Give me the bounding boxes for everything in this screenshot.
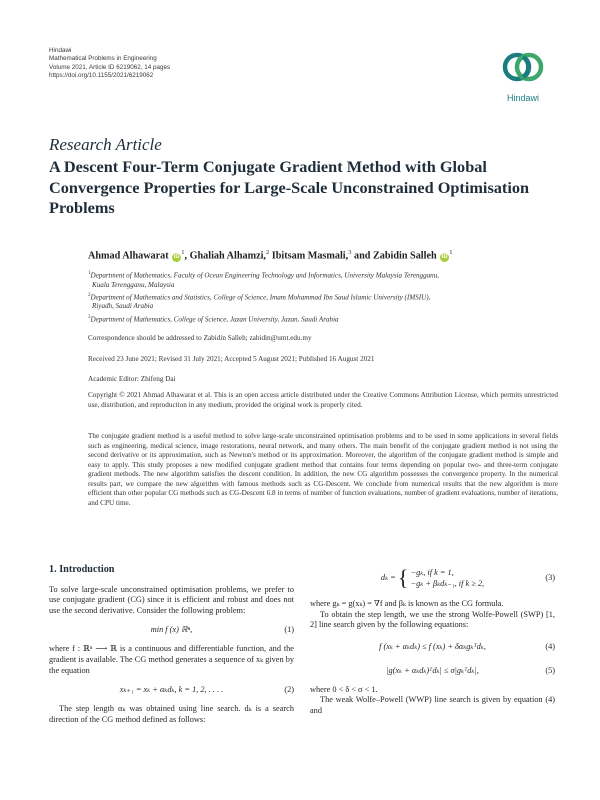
affil-line: Kuala Terengganu, Malaysia [92, 280, 175, 289]
paragraph: The step length αₖ was obtained using line search. dₖ is a search direction of the CG method defined as follows: [49, 704, 294, 724]
equation-number: (1) [284, 625, 294, 635]
paragraph: where f : ℝⁿ ⟶ ℝ is a continuous and differentiable function, and the gradient is available. The CG method generates a sequence of xₖ given by the equation [49, 644, 295, 675]
equation-1 [49, 620, 294, 640]
author-list: Ahmad Alhawarat $iD^1$, Ghaliah Alhamzi,$^2$ Ibitsam Masmali,$^3$ and Zabidin Salleh $iD^1$ [88, 249, 453, 262]
paragraph: where gₖ = g(xₖ) = ∇f and βₖ is known as the CG formula. [310, 599, 504, 608]
publisher-name: Hindawi [49, 47, 72, 54]
equation-cases [411, 567, 485, 589]
affil-line: Riyadh, Saudi Arabia [92, 302, 154, 311]
copyright-notice: Copyright © 2021 Ahmad Alhawarat et al. This is an open access article distributed under the Creative Commons Attribution License, which permits unrestricted use, distribution, and reproduction in any medium, provided the original work is properly cited. [88, 391, 558, 409]
doi-link[interactable]: https://doi.org/10.1155/2021/6219062 [49, 72, 154, 80]
equation-number: (4) [545, 641, 555, 651]
body-column-right [310, 565, 555, 717]
orcid-icon[interactable]: iD [173, 254, 180, 261]
author-name: Ghaliah Alhamzi, [189, 250, 266, 262]
author-affil-sup: 2 [265, 249, 270, 256]
academic-editor: Academic Editor: Zhifeng Dai [88, 375, 176, 383]
equation-number: (3) [545, 573, 555, 582]
affil-line: Department of Mathematics and Statistics, College of Science, Imam Mohammad Ibn Saud Islamic University (IMSIU), [90, 293, 431, 302]
equation-3 [310, 565, 555, 591]
equation-case: −gₖ, if k = 1, [410, 568, 454, 578]
article-type: Research Article [49, 135, 162, 154]
equation-body: |g(xₖ + αₖdₖ)ᵀdₖ| ≤ σ|gₖᵀdₖ|, [386, 665, 479, 675]
paragraph: The weak Wolfe–Powell (WWP) line search is given by equation (4) and [310, 695, 555, 715]
author-affil-sup: 1 [449, 249, 453, 256]
equation-body: f (xₖ + αₖdₖ) ≤ f (xₖ) + δαₖgₖᵀdₖ, [379, 641, 486, 651]
affil-line: Department of Mathematics, Faculty of Ocean Engineering Technology and Informatics, University Malaysia Terengganu, [90, 271, 440, 280]
equation-4 [310, 637, 555, 657]
affil-sup: 3 [88, 314, 91, 320]
brace-symbol: { [397, 565, 409, 591]
paragraph: To obtain the step length, we use the strong Wolfe-Powell (SWP) [1, 2] line search given by the following equations: [310, 609, 555, 630]
affiliation [88, 269, 558, 290]
author-name: and Zabidin Salleh [353, 250, 437, 262]
author-name: Ibitsam Masmali, [271, 250, 349, 262]
affil-sup: 1 [88, 271, 91, 276]
equation-body: min f (x) ℝⁿ, [150, 625, 193, 635]
correspondence: Correspondence should be addressed to Zabidin Salleh; zabidin@umt.edu.my [88, 334, 312, 342]
logo-wordmark: Hindawi [506, 93, 539, 103]
equation-5 [310, 661, 555, 681]
body-column-left [49, 565, 294, 725]
publication-dates: Received 23 June 2021; Revised 31 July 2021; Accepted 5 August 2021; Published 16 August 2021 [88, 355, 375, 363]
journal-name: Mathematical Problems in Engineering [49, 55, 157, 63]
affiliations [88, 269, 558, 325]
paragraph: where 0 < δ < σ < 1. [310, 684, 378, 694]
author-name: Ahmad Alhawarat [88, 250, 169, 262]
equation-number: (2) [284, 685, 294, 695]
author-affil-sup: 3 [348, 249, 352, 256]
article-title: A Descent Four-Term Conjugate Gradient Method with Global Convergence Properties for Large-Scale Unconstrained Optimisation Problems [49, 157, 530, 217]
affiliation [88, 291, 558, 312]
section-heading: 1. Introduction [49, 564, 115, 575]
equation-lhs: dₖ = [380, 573, 396, 582]
orcid-icon[interactable]: iD [441, 254, 448, 261]
equation-body: xₖ₊₁ = xₖ + αₖdₖ, k = 1, 2, . . . . [119, 685, 224, 695]
journal-meta [49, 47, 170, 81]
equation-number: (5) [545, 665, 555, 675]
author-affil-sup: 1 [181, 249, 185, 256]
affil-sup: 2 [88, 292, 91, 298]
paragraph: To solve large-scale unconstrained optimisation problems, we prefer to use conjugate gradient (CG) since it is efficient and robust and does not use the second derivative. Consider the following problem: [49, 584, 294, 615]
affil-line: Department of Mathematics, College of Science, Jazan University, Jazan, Saudi Arabia [90, 314, 339, 323]
affiliation [88, 313, 558, 325]
equation-case: −gₖ + βₖdₖ₋₁, if k ≥ 2, [410, 579, 485, 589]
equation-2 [49, 680, 294, 700]
abstract: The conjugate gradient method is a useful method to solve large-scale unconstrained optimisation problems and to be used in some applications in several fields such as engineering, medical science, image restorations, neural network, and many others. The main benefit of the conjugate gradient method is not using the second derivative or its approximation, such as Newton's method or its approximation. Moreover, the algorithm of the conjugate gradient method is simple and easy to apply. This study proposes a new modified conjugate gradient method that contains four terms depending on popular two- and three-term conjugate gradient methods. The new algorithm satisfies the descent condition. In addition, the new CG algorithm possesses the convergence property. In the numerical results part, we compare the new algorithm with famous methods such as CG-Descent. We conclude from numerical results that the new algorithm is more efficient than other popular CG methods such as CG-Descent 6.8 in terms of number of function evaluations, number of gradient evaluations, number of iterations, and CPU time. [88, 432, 558, 507]
volume-line: Volume 2021, Article ID 6219062, 14 pages [49, 63, 171, 71]
